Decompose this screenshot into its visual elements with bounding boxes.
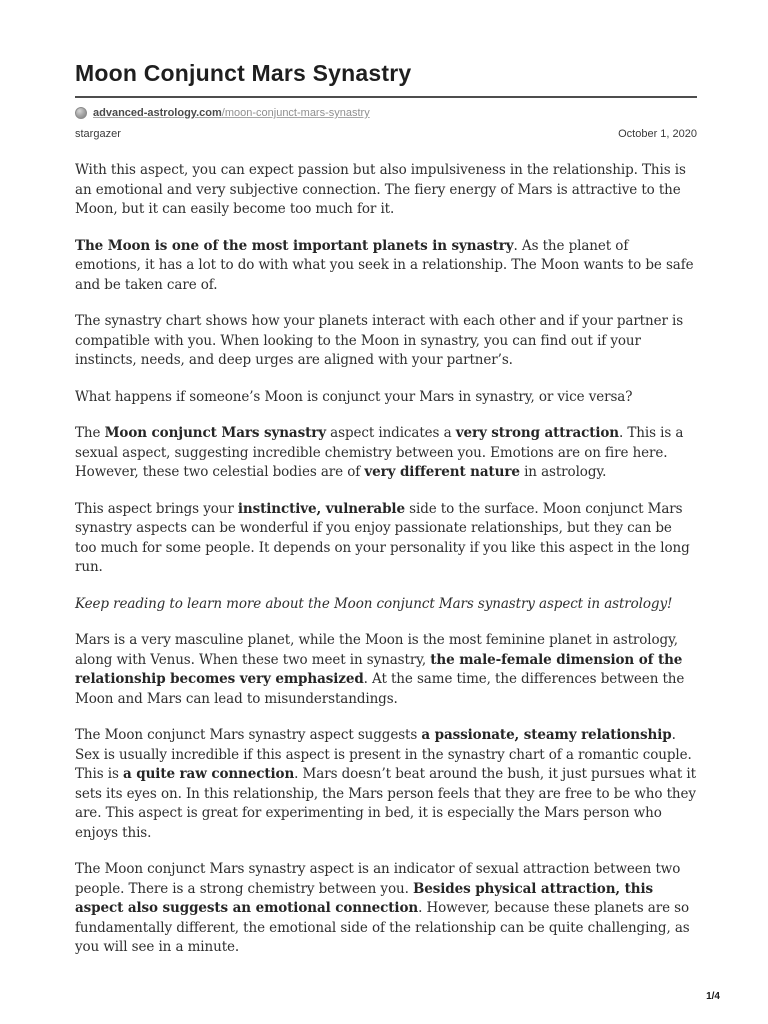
paragraph	[75, 595, 697, 615]
globe-icon	[75, 107, 87, 119]
text-run: the male-female dimension of the relationship becomes very emphasized	[75, 651, 683, 687]
text-run: a passionate, steamy relationship	[421, 727, 672, 743]
paragraph	[75, 424, 697, 483]
paragraph	[75, 312, 697, 371]
text-run: . However, because these planets are so fundamentally different, the emotional side of the relationship can be quite challenging, as you will see in a minute.	[75, 900, 690, 955]
text-run: What happens if someone’s Moon is conjunct your Mars in synastry, or vice versa?	[75, 388, 633, 405]
text-run: This aspect brings your	[75, 500, 238, 517]
text-run: The	[75, 425, 105, 441]
text-run: Besides physical attraction, this aspect also suggests an emotional connection	[75, 880, 653, 916]
text-run: a quite raw connection	[122, 766, 295, 782]
text-run: instinctive, vulnerable	[237, 500, 405, 517]
source-link-row	[75, 107, 697, 119]
text-run: With this aspect, you can expect passion but also impulsiveness in the relationship. This is an emotional and very subjective connection. The fiery energy of Mars is attractive to the Moon, but it can easily become too much for it.	[75, 162, 686, 217]
text-run: The Moon is one of the most important planets in synastry	[75, 237, 514, 254]
source-domain: advanced-astrology.com	[93, 107, 222, 119]
text-run: . As the planet of emotions, it has a lot to do with what you seek in a relationship. The Moon wants to be safe and be taken care of.	[75, 237, 694, 293]
text-run: . At the same time, the differences between the Moon and Mars can lead to misunderstandings.	[75, 671, 685, 707]
source-path: /moon-conjunct-mars-synastry	[221, 107, 370, 119]
article-title: Moon Conjunct Mars Synastry	[75, 60, 412, 86]
paragraph	[75, 388, 697, 408]
article-body	[75, 161, 697, 958]
text-run: in astrology.	[519, 464, 607, 480]
publish-date: October 1, 2020	[618, 128, 697, 140]
text-run: Moon conjunct Mars synastry	[104, 425, 326, 441]
text-run: Mars is a very masculine planet, while the Moon is the most feminine planet in astrology, along with Venus. When these two meet in synastry,	[75, 632, 678, 668]
text-run: . This is a sexual aspect, suggesting incredible chemistry between you. Emotions are on fire here. However, these two celestial bodies are of	[75, 425, 684, 480]
text-run: . Sex is usually incredible if this aspect is present in the synastry chart of a romantic couple. This is	[75, 727, 692, 782]
text-run: . Mars doesn’t beat around the bush, it just pursues what it sets its eyes on. In this relationship, the Mars person feels that they are free to be who they are. This aspect is great for experimenting in bed, it is especially the Mars person who enjoys this.	[75, 766, 696, 841]
title-divider	[75, 96, 697, 98]
source-link[interactable]	[93, 107, 370, 119]
paragraph	[75, 631, 697, 709]
text-run: The Moon conjunct Mars synastry aspect is an indicator of sexual attraction between two people. There is a strong chemistry between you.	[75, 861, 681, 897]
text-run: very different nature	[364, 464, 520, 480]
author-name: stargazer	[75, 128, 121, 140]
paragraph	[75, 500, 697, 578]
paragraph	[75, 860, 697, 958]
text-run: The Moon conjunct Mars synastry aspect suggests	[75, 727, 422, 743]
text-run: very strong attraction	[455, 425, 619, 441]
article-header	[75, 60, 697, 140]
text-run: aspect indicates a	[325, 425, 456, 441]
text-run: Keep reading to learn more about the Moon conjunct Mars synastry aspect in astrology!	[75, 595, 673, 612]
text-run: side to the surface. Moon conjunct Mars synastry aspects can be wonderful if you enjoy passionate relationships, but they can be too much for some people. It depends on your personality if you like this aspect in the long run.	[75, 500, 690, 575]
paragraph	[75, 726, 697, 843]
byline-row	[75, 128, 697, 140]
paragraph	[75, 161, 697, 220]
paragraph	[75, 237, 697, 296]
page-indicator: 1/4	[706, 991, 720, 1002]
text-run: The synastry chart shows how your planets interact with each other and if your partner is compatible with you. When looking to the Moon in synastry, you can find out if your instincts, needs, and deep urges are aligned with your partner’s.	[75, 313, 684, 368]
